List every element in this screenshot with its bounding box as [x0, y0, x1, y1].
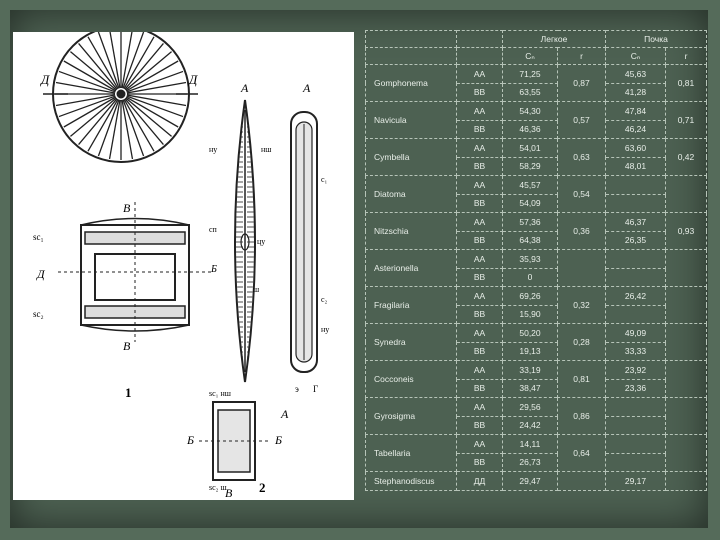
label-sc2: sc₂ [33, 309, 44, 319]
table-row [366, 250, 707, 269]
r-kidney-cell: 0,81 [666, 65, 707, 102]
label-d-right: Д [189, 72, 198, 87]
species-cell: Fragilaria [366, 287, 457, 324]
pair-cell: BB [457, 231, 503, 250]
r-kidney-cell [666, 324, 707, 361]
r-kidney-cell: 0,42 [666, 139, 707, 176]
c-lung-cell: 29,56 [503, 398, 558, 417]
table-row [366, 398, 707, 417]
ray-line [122, 100, 132, 159]
r-lung-cell: 0,87 [558, 65, 606, 102]
c-lung-cell: 54,30 [503, 102, 558, 121]
c-kidney-cell [606, 250, 666, 269]
c-kidney-cell [606, 435, 666, 454]
table-row [366, 435, 707, 454]
species-cell: Nitzschia [366, 213, 457, 250]
c-lung-cell: 0 [503, 268, 558, 287]
ray-line [56, 95, 115, 105]
pair-cell: BB [457, 453, 503, 472]
pair-cell: ДД [457, 472, 503, 491]
c-kidney-cell: 29,17 [606, 472, 666, 491]
c-lung-cell: 50,20 [503, 324, 558, 343]
species-cell: Cymbella [366, 139, 457, 176]
c-kidney-cell: 63,60 [606, 139, 666, 158]
label-nsh-top: нш [261, 145, 272, 154]
table-row [366, 176, 707, 195]
species-cell: Stephanodiscus [366, 472, 457, 491]
r-lung-cell [558, 472, 606, 491]
c-kidney-cell [606, 453, 666, 472]
c-kidney-cell: 23,36 [606, 379, 666, 398]
pair-cell: AA [457, 213, 503, 232]
r-lung-cell: 0,32 [558, 287, 606, 324]
girdle-view [58, 202, 213, 342]
pair-cell: AA [457, 102, 503, 121]
pair-cell: BB [457, 342, 503, 361]
table-row [366, 472, 707, 491]
pair-cell: AA [457, 361, 503, 380]
ray-line [127, 83, 186, 93]
c-kidney-cell: 46,37 [606, 213, 666, 232]
pair-cell: AA [457, 65, 503, 84]
species-cell: Diatoma [366, 176, 457, 213]
c-lung-cell: 58,29 [503, 157, 558, 176]
label-c1: c₁ [321, 175, 328, 184]
ray-line [56, 83, 115, 93]
c-kidney-cell: 26,42 [606, 287, 666, 306]
figure-number-1: 1 [125, 385, 132, 400]
c-kidney-cell: 33,33 [606, 342, 666, 361]
c-kidney-cell: 49,09 [606, 324, 666, 343]
c-lung-cell: 26,73 [503, 453, 558, 472]
ray-line [122, 32, 132, 88]
disc-valve-view [43, 32, 198, 162]
header-c-kidney: Cₙ [606, 48, 666, 65]
label-a-valve: A [241, 81, 249, 95]
c-kidney-cell [606, 268, 666, 287]
table-row [366, 139, 707, 158]
label-cu: цу [257, 237, 266, 246]
species-cell: Synedra [366, 324, 457, 361]
header-r-lung: r [558, 48, 606, 65]
r-kidney-cell: 0,71 [666, 102, 707, 139]
c-lung-cell: 35,93 [503, 250, 558, 269]
label-d-left: Д [41, 72, 50, 87]
r-lung-cell: 0,36 [558, 213, 606, 250]
figure-number-2: 2 [259, 480, 266, 495]
ray-line [127, 95, 186, 105]
table-row [366, 213, 707, 232]
r-kidney-cell [666, 287, 707, 324]
header-empty [457, 31, 503, 48]
r-lung-cell: 0,81 [558, 361, 606, 398]
table-row [366, 361, 707, 380]
header-empty [366, 48, 457, 65]
species-cell: Gyrosigma [366, 398, 457, 435]
ray-line [110, 100, 120, 159]
label-sp: сп [209, 225, 217, 234]
pair-cell: AA [457, 398, 503, 417]
header-r-kidney: r [666, 48, 707, 65]
pair-cell: BB [457, 268, 503, 287]
diatom-illustration [13, 32, 354, 500]
pair-cell: AA [457, 250, 503, 269]
c-lung-cell: 69,26 [503, 287, 558, 306]
label-v-cross: В [225, 486, 233, 500]
r-kidney-cell: 0,93 [666, 213, 707, 250]
pair-cell: BB [457, 194, 503, 213]
pair-cell: BB [457, 416, 503, 435]
header-lung: Легкое [503, 31, 606, 48]
label-c2: c₂ [321, 295, 328, 304]
pair-cell: AA [457, 176, 503, 195]
c-lung-cell: 14,11 [503, 435, 558, 454]
label-g: Г [313, 384, 319, 394]
r-lung-cell: 0,54 [558, 176, 606, 213]
c-lung-cell: 45,57 [503, 176, 558, 195]
pair-cell: AA [457, 435, 503, 454]
label-b-top: В [123, 201, 131, 215]
c-kidney-cell: 46,24 [606, 120, 666, 139]
pair-cell: BB [457, 305, 503, 324]
label-d-girdle: Д [37, 267, 45, 281]
pair-cell: AA [457, 287, 503, 306]
pair-cell: BB [457, 379, 503, 398]
c-lung-cell: 57,36 [503, 213, 558, 232]
label-nu-bottom: ну [321, 325, 330, 334]
pair-cell: AA [457, 139, 503, 158]
c-lung-cell: 54,09 [503, 194, 558, 213]
c-lung-cell: 15,90 [503, 305, 558, 324]
table-row [366, 102, 707, 121]
c-lung-cell: 38,47 [503, 379, 558, 398]
diatom-svg [13, 32, 354, 500]
c-kidney-cell [606, 305, 666, 324]
c-kidney-cell: 47,84 [606, 102, 666, 121]
c-kidney-cell: 48,01 [606, 157, 666, 176]
r-lung-cell: 0,64 [558, 435, 606, 472]
r-lung-cell: 0,57 [558, 102, 606, 139]
r-kidney-cell [666, 176, 707, 213]
r-kidney-cell [666, 435, 707, 472]
r-lung-cell: 0,86 [558, 398, 606, 435]
c-lung-cell: 29,47 [503, 472, 558, 491]
pennate-valve-view [235, 100, 255, 382]
label-sc-nsh: sc₁ нш [209, 389, 231, 398]
c-kidney-cell [606, 194, 666, 213]
c-lung-cell: 71,25 [503, 65, 558, 84]
c-lung-cell: 24,42 [503, 416, 558, 435]
label-b-valve: Б [211, 264, 217, 275]
c-kidney-cell [606, 176, 666, 195]
species-cell: Asterionella [366, 250, 457, 287]
r-lung-cell: 0,63 [558, 139, 606, 176]
r-kidney-cell [666, 361, 707, 398]
header-kidney: Почка [606, 31, 707, 48]
c-kidney-cell: 45,63 [606, 65, 666, 84]
pair-cell: BB [457, 157, 503, 176]
label-b-bottom: В [123, 339, 131, 353]
c-kidney-cell: 41,28 [606, 83, 666, 102]
table-row [366, 65, 707, 84]
c-kidney-cell: 23,92 [606, 361, 666, 380]
label-nu-top: ну [209, 145, 218, 154]
label-b-cross-right: Б [275, 433, 283, 447]
label-a-girdle: A [303, 81, 311, 95]
data-table [365, 30, 707, 491]
pair-cell: BB [457, 120, 503, 139]
c-lung-cell: 19,13 [503, 342, 558, 361]
r-lung-cell: 0,28 [558, 324, 606, 361]
label-sc2-sh: sc₂ ш [209, 483, 227, 492]
label-sc1: sc₁ [33, 232, 44, 242]
cross-section-view [199, 402, 271, 480]
species-cell: Tabellaria [366, 435, 457, 472]
c-lung-cell: 54,01 [503, 139, 558, 158]
c-lung-cell: 33,19 [503, 361, 558, 380]
r-lung-cell [558, 250, 606, 287]
c-kidney-cell [606, 416, 666, 435]
c-lung-cell: 64,38 [503, 231, 558, 250]
header-empty [457, 48, 503, 65]
label-a-cross: A [281, 407, 289, 421]
r-kidney-cell [666, 250, 707, 287]
header-empty [366, 31, 457, 48]
r-kidney-cell [666, 398, 707, 435]
table-row [366, 287, 707, 306]
ray-line [110, 32, 120, 88]
c-lung-cell: 46,36 [503, 120, 558, 139]
table-row [366, 324, 707, 343]
label-e: э [295, 384, 299, 394]
r-kidney-cell [666, 472, 707, 491]
label-b-cross: Б [187, 433, 195, 447]
species-cell: Cocconeis [366, 361, 457, 398]
species-cell: Navicula [366, 102, 457, 139]
pennate-girdle-view [291, 112, 317, 372]
species-cell: Gomphonema [366, 65, 457, 102]
pair-cell: BB [457, 83, 503, 102]
pair-cell: AA [457, 324, 503, 343]
header-c-lung: Cₙ [503, 48, 558, 65]
c-kidney-cell [606, 398, 666, 417]
c-kidney-cell: 26,35 [606, 231, 666, 250]
c-lung-cell: 63,55 [503, 83, 558, 102]
label-sh-valve: ш [253, 285, 260, 294]
